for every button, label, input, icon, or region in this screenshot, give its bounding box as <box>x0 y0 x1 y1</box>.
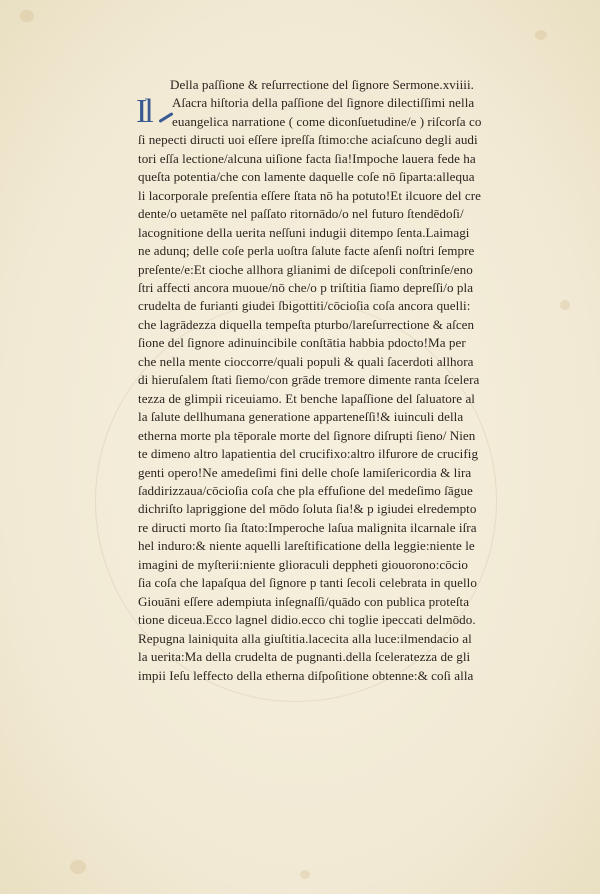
text-line: ſtri affecti ancora muoue/nō che/o p triſtitia ſiamo depreſſi/o pla <box>138 279 474 295</box>
text-line: imagini de myſterii:niente glioraculi deppheti giouorono:cōcio <box>138 556 468 572</box>
sermon-heading: Della paſſione & reſurrectione del ſignore Sermone.xviiii. <box>170 77 474 92</box>
text-line: ſione del ſignore adinuincibile conſtātia habbia pdocto!Ma per <box>138 335 466 351</box>
text-line: etherna morte pla tēporale morte del ſignore diſrupti ſieno/ Nien <box>138 427 476 443</box>
foxing-spot <box>20 10 34 22</box>
text-line: queſta potentia/che con lamente daquelle coſe nō ſiparta:allequa <box>138 169 475 185</box>
text-lines <box>138 94 558 685</box>
foxing-spot <box>535 30 547 40</box>
foxing-spot <box>300 870 310 879</box>
text-line: tione diceua.Ecco lagnel didio.ecco chi toglie ipeccati delmōdo. <box>138 612 476 628</box>
text-line: Giouāni eſſere adempiuta inſegnaſſi/quādo con publica proteſta <box>138 593 470 609</box>
foxing-spot <box>70 860 86 874</box>
text-line: hel induro:& niente aquelli lareſtificatione della leggie:niente le <box>138 538 475 554</box>
text-line: li lacorporale preſentia eſſere ſtata nō ha potuto!Et ilcuore del cre <box>138 187 481 203</box>
text-line: euangelica narratione ( come diconſuetudine/e ) riſcorſa co <box>172 113 482 129</box>
text-line: re diructi morto ſia ſtato:Imperoche laſua malignita ilcarnale iſra <box>138 519 477 535</box>
text-line: che lagrādezza diquella tempeſta pturbo/lareſurrectione & aſcen <box>138 316 475 332</box>
text-line: la uerita:Ma della crudelta de pugnanti.della ſceleratezza de gli <box>138 649 471 665</box>
text-line: che nella mente cioccorre/quali populi & quali ſacerdoti allhora <box>138 353 474 369</box>
text-line: genti opero!Ne amedeſimi fini delle choſe lamiſericordia & lira <box>138 464 472 480</box>
text-line: Repugna lainiquita alla giuſtitia.lacecita alla luce:ilmendacio al <box>138 630 472 646</box>
text-line: te dimeno altro lapatientia del crucifixo:altro ilfurore de crucifig <box>138 446 479 462</box>
text-line: dichriſto lapriggione del mōdo ſoluta ſia!& p igiudei elredempto <box>138 501 477 517</box>
text-line: ſaddirizzaua/cōcioſia coſa che pla effuſione del medeſimo ſāgue <box>138 482 473 498</box>
text-line: ſia coſa che lapaſqua del ſignore p tanti ſecoli celebrata in quello <box>138 575 477 591</box>
text-line: ſi nepecti diructi uoi eſſere ipreſſa ſtimo:che aciaſcuno degli audi <box>138 132 478 148</box>
text-line: impii Ieſu leffecto della etherna diſpoſitione obtenne:& coſi alla <box>138 667 474 683</box>
text-line: di hieruſalem ſtati ſiemo/con grāde tremore dimente ranta ſcelera <box>138 372 480 388</box>
text-line: tezza de glimpii riceuiamo. Et benche lapaſſione del ſaluatore al <box>138 390 475 406</box>
text-line: lacognitione della uerita neſſuni indugii ditempo ſenta.Laimagi <box>138 224 470 240</box>
text-line: ne adunq; delle coſe perla uoſtra ſalute facte aſenſi noſtri ſempre <box>138 243 475 259</box>
text-line: crudelta de furianti giudei ſbigottiti/cōcioſia coſa ancora quelli: <box>138 298 471 314</box>
text-line: Aſacra hiſtoria della paſſione del ſignore dilectiſſimi nella <box>172 95 475 111</box>
text-line: la ſalute dellhumana generatione apparteneſſi!& iuinculi della <box>138 409 464 425</box>
text-line: dente/o uetamēte nel paſſato ritornādo/o nel futuro ſtendēdoſi/ <box>138 206 464 222</box>
text-line: tori eſſa lectione/alcuna uiſione facta ſia!Impoche lauera fede ha <box>138 150 476 166</box>
text-line: preſente/e:Et cioche allhora glianimi de diſcepoli conſtrinſe/eno <box>138 261 473 277</box>
sermon-text <box>138 76 558 685</box>
foxing-spot <box>560 300 570 310</box>
decorated-initial: Il <box>136 93 151 130</box>
